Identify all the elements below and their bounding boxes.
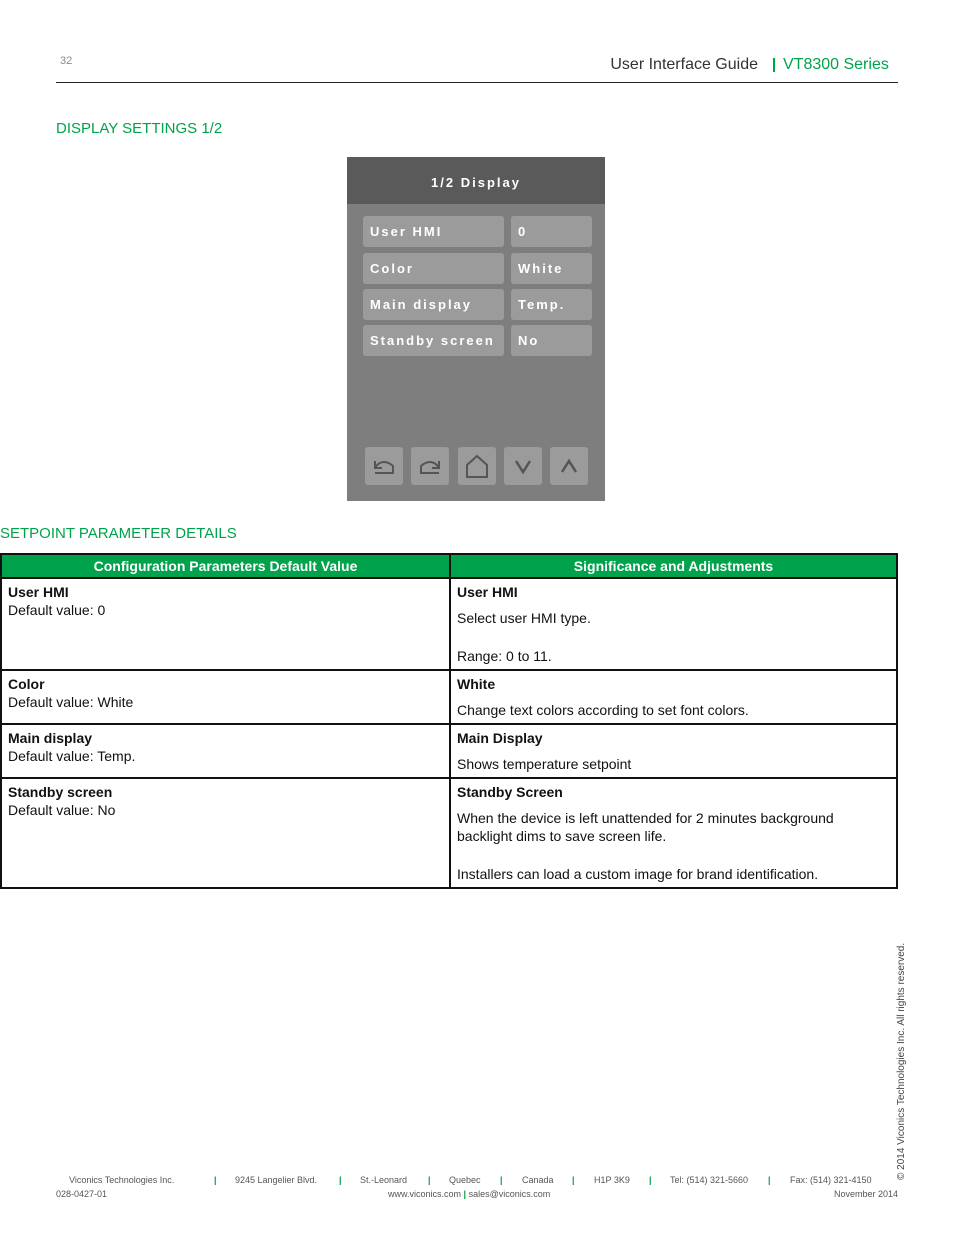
- param-name: Main display: [8, 730, 93, 746]
- footer-province: Quebec: [449, 1175, 481, 1185]
- device-row-value[interactable]: No: [511, 325, 592, 356]
- footer-fax: Fax: (514) 321-4150: [790, 1175, 872, 1185]
- home-icon: [463, 452, 491, 480]
- table-cell-significance: [450, 670, 897, 724]
- footer-doc-number: 028-0427-01: [56, 1189, 108, 1199]
- param-default: Default value: White: [8, 694, 134, 710]
- table-row: [1, 670, 897, 724]
- significance-text: When the device is left unattended for 2 minutes background backlight dims to save screen life.: [457, 810, 834, 844]
- table-row: [1, 778, 897, 888]
- significance-text: Change text colors according to set font colors.: [457, 702, 749, 718]
- param-default: Default value: Temp.: [8, 748, 136, 764]
- back-button[interactable]: [365, 447, 403, 485]
- footer-separator: |: [463, 1189, 467, 1199]
- home-button[interactable]: [458, 447, 496, 485]
- footer-separator: |: [500, 1175, 503, 1185]
- table-cell-significance: [450, 778, 897, 888]
- copyright-notice: © 2014 Viconics Technologies Inc. All rights reserved.: [896, 942, 907, 1180]
- device-screen: [347, 157, 605, 501]
- chevron-down-icon: [509, 452, 537, 480]
- table-cell-significance: [450, 578, 897, 670]
- significance-text: Select user HMI type.: [457, 610, 591, 626]
- footer-web: [388, 1189, 550, 1199]
- footer-city: St.-Leonard: [360, 1175, 408, 1185]
- table-cell-significance: [450, 724, 897, 778]
- param-name: Standby screen: [8, 784, 113, 800]
- device-row-value[interactable]: White: [511, 253, 592, 284]
- significance-text: Installers can load a custom image for brand identification.: [457, 866, 819, 882]
- footer-postal: H1P 3K9: [594, 1175, 630, 1185]
- significance-text: Shows temperature setpoint: [457, 756, 632, 772]
- device-row-label[interactable]: Standby screen: [363, 325, 504, 356]
- device-title: 1/2 Display: [347, 157, 605, 204]
- footer-date: November 2014: [833, 1189, 898, 1199]
- table-header: Configuration Parameters Default Value: [1, 554, 450, 578]
- chevron-up-icon: [555, 452, 583, 480]
- footer-address: 9245 Langelier Blvd.: [235, 1175, 318, 1185]
- param-default: Default value: No: [8, 802, 116, 818]
- table-cell-param: [1, 578, 450, 670]
- footer-country: Canada: [522, 1175, 554, 1185]
- footer-separator: |: [339, 1175, 342, 1185]
- significance-title: Main Display: [457, 730, 543, 746]
- parameter-table: [0, 553, 898, 889]
- device-row-label[interactable]: User HMI: [363, 216, 504, 247]
- section-title-display-settings: DISPLAY SETTINGS 1/2: [56, 120, 223, 137]
- footer-separator: |: [428, 1175, 431, 1185]
- down-button[interactable]: [504, 447, 542, 485]
- table-cell-param: [1, 670, 450, 724]
- footer-website-link[interactable]: www.viconics.com: [388, 1189, 462, 1199]
- series-label: VT8300 Series: [783, 56, 889, 73]
- param-default: Default value: 0: [8, 602, 106, 618]
- table-row: [1, 578, 897, 670]
- device-row-value[interactable]: Temp.: [511, 289, 592, 320]
- table-cell-param: [1, 724, 450, 778]
- table-header: Significance and Adjustments: [450, 554, 897, 578]
- significance-title: User HMI: [457, 584, 518, 600]
- back-icon: [370, 452, 398, 480]
- significance-text: Range: 0 to 11.: [457, 648, 552, 664]
- device-row-label[interactable]: Color: [363, 253, 504, 284]
- footer-separator: |: [572, 1175, 575, 1185]
- table-row: [1, 724, 897, 778]
- up-button[interactable]: [550, 447, 588, 485]
- significance-title: White: [457, 676, 496, 692]
- footer-separator: |: [649, 1175, 652, 1185]
- param-name: User HMI: [8, 584, 69, 600]
- significance-title: Standby Screen: [457, 784, 563, 800]
- guide-title: User Interface Guide: [610, 56, 758, 73]
- footer-separator: |: [768, 1175, 771, 1185]
- footer-company: Viconics Technologies Inc.: [69, 1175, 175, 1185]
- footer-tel: Tel: (514) 321-5660: [670, 1175, 749, 1185]
- footer-email-link[interactable]: sales@viconics.com: [468, 1189, 551, 1199]
- device-row-label[interactable]: Main display: [363, 289, 504, 320]
- table-header-row: [1, 554, 897, 578]
- page-number: 32: [60, 55, 73, 67]
- table-cell-param: [1, 778, 450, 888]
- param-name: Color: [8, 676, 45, 692]
- device-row-value[interactable]: 0: [511, 216, 592, 247]
- header-rule: [56, 82, 898, 83]
- series-title: [773, 56, 889, 74]
- forward-icon: [416, 452, 444, 480]
- footer-separator: |: [214, 1175, 217, 1185]
- forward-button[interactable]: [411, 447, 449, 485]
- section-title-setpoint-details: SETPOINT PARAMETER DETAILS: [0, 525, 237, 542]
